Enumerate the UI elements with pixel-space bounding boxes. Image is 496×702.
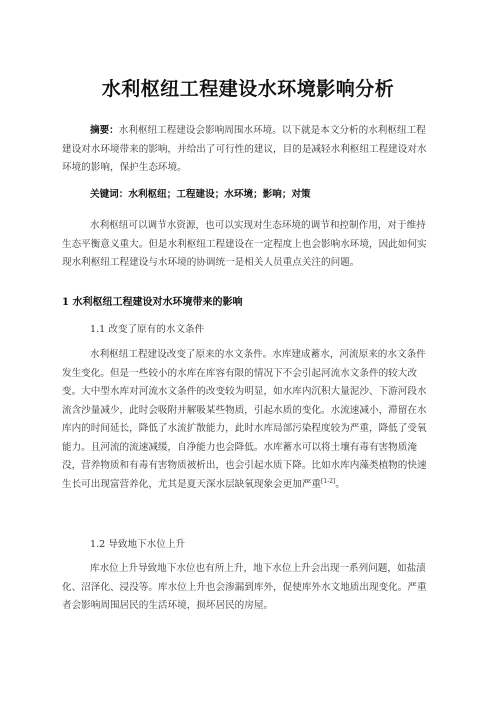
section-1-2-body	[62, 560, 434, 616]
section-1-1-body	[62, 346, 434, 494]
citation: [1-2]	[321, 477, 336, 485]
abstract-text: 水利枢纽工程建设会影响周围水环境。以下就是本文分析的水利枢纽工程建设对水环境带来的影响，并给出了可行性的建议，目的是减轻水利枢纽工程建设对水环境的影响，保护生态环境。	[62, 125, 427, 173]
abstract	[62, 122, 434, 178]
abstract-label: 摘要：	[90, 125, 119, 136]
keywords	[62, 186, 434, 205]
section-1-1-heading: 1.1 改变了原有的水文条件	[90, 324, 205, 335]
section-1-2-text: 库水位上升导致地下水位也有所上升，地下水位上升会出现一系列问题，如盐渍化、沼泽化、浸没等。库水位上升也会渗漏到库外，促使库外水文地质出现变化。严重者会影响周围居民的生活环境，损坏居民的房屋。	[62, 563, 427, 611]
section-1-heading: 1 水利枢纽工程建设对水环境带来的影响	[62, 297, 243, 308]
intro-text: 水利枢纽可以调节水资源，也可以实现对生态环境的调节和控制作用，对于维持生态平衡意义重大。但是水利枢纽工程建设在一定程度上也会影响水环境，因此如何实现水利枢纽工程建设与水环境的协调统一是相关人员重点关注的问题。	[62, 220, 427, 268]
intro-paragraph	[62, 217, 434, 273]
keywords-text: 水利枢纽；工程建设；水环境；影响；对策	[128, 189, 311, 200]
document-title: 水利枢纽工程建设水环境影响分析	[101, 78, 395, 100]
section-1-1-text: 水利枢纽工程建设改变了原来的水文条件。水库建成蓄水，河流原来的水文条件发生变化。但是一些较小的水库在库容有限的情况下不会引起河流水文条件的较大改变。大中型水库对河流水文条件的改变较为明显，如水库内沉积大量泥沙、下游河段水流含沙量减少，此时会吸附并解吸某些物质，引起水质的变化。水流速减小，滞留在水库内的时间延长，降低了水流扩散能力，此时水库局部污染程度较为严重，降低了受氧能力。且河流的流速减缓，自净能力也会降低。水库蓄水可以将土壤有毒有害物质淹没，营养物质和有毒有害物质被析出，也会引起水质下降。比如水库内藻类植物的快速生长可出现富营养化，尤其是夏天深水层缺氧现象会更加严重	[62, 349, 427, 490]
keywords-label: 关键词：	[90, 189, 129, 200]
section-1-2-heading: 1.2 导致地下水位上升	[90, 539, 186, 550]
sentence-end: 。	[335, 478, 345, 490]
